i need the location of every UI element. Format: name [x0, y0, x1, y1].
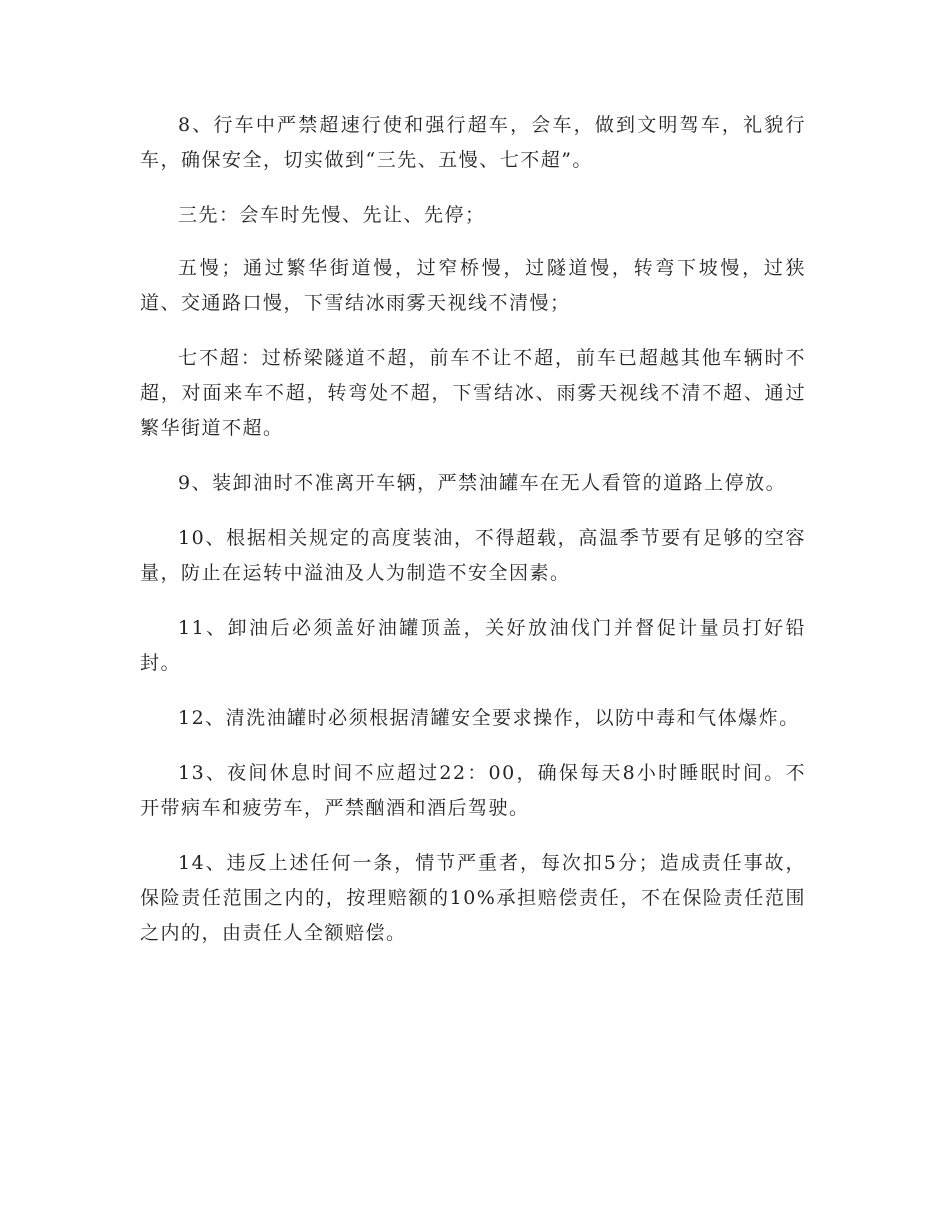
paragraph-rule-8: 8、行车中严禁超速行使和强行超车，会车，做到文明驾车，礼貌行车，确保安全，切实做到“三先、五慢、七不超”。: [140, 114, 806, 171]
paragraph-five-slow: 五慢；通过繁华街道慢，过窄桥慢，过隧道慢，转弯下坡慢，过狭道、交通路口慢，下雪结冰雨雾天视线不清慢；: [140, 257, 806, 314]
paragraph-rule-14: 14、违反上述任何一条，情节严重者，每次扣5分；造成责任事故，保险责任范围之内的，按理赔额的10%承担赔偿责任，不在保险责任范围之内的，由责任人全额赔偿。: [140, 852, 806, 944]
paragraph-three-first: 三先：会车时先慢、先让、先停；: [178, 204, 486, 226]
paragraph-rule-11: 11、卸油后必须盖好油罐顶盖，关好放油伐门并督促计量员打好铅封。: [140, 617, 806, 674]
paragraph-rule-10: 10、根据相关规定的高度装油，不得超载，高温季节要有足够的空容量，防止在运转中溢油及人为制造不安全因素。: [140, 527, 806, 584]
paragraph-rule-9: 9、装卸油时不准离开车辆，严禁油罐车在无人看管的道路上停放。: [178, 472, 787, 494]
paragraph-seven-no-overtake: 七不超：过桥梁隧道不超，前车不让不超，前车已超越其他车辆时不超，对面来车不超，转弯处不超，下雪结冰、雨雾天视线不清不超、通过繁华街道不超。: [140, 347, 806, 439]
document-page: [140, 108, 806, 971]
paragraph-rule-12: 12、清洗油罐时必须根据清罐安全要求操作，以防中毒和气体爆炸。: [178, 707, 800, 729]
paragraph-rule-13: 13、夜间休息时间不应超过22：00，确保每天8小时睡眠时间。不开带病车和疲劳车，严禁酗酒和酒后驾驶。: [140, 762, 806, 819]
